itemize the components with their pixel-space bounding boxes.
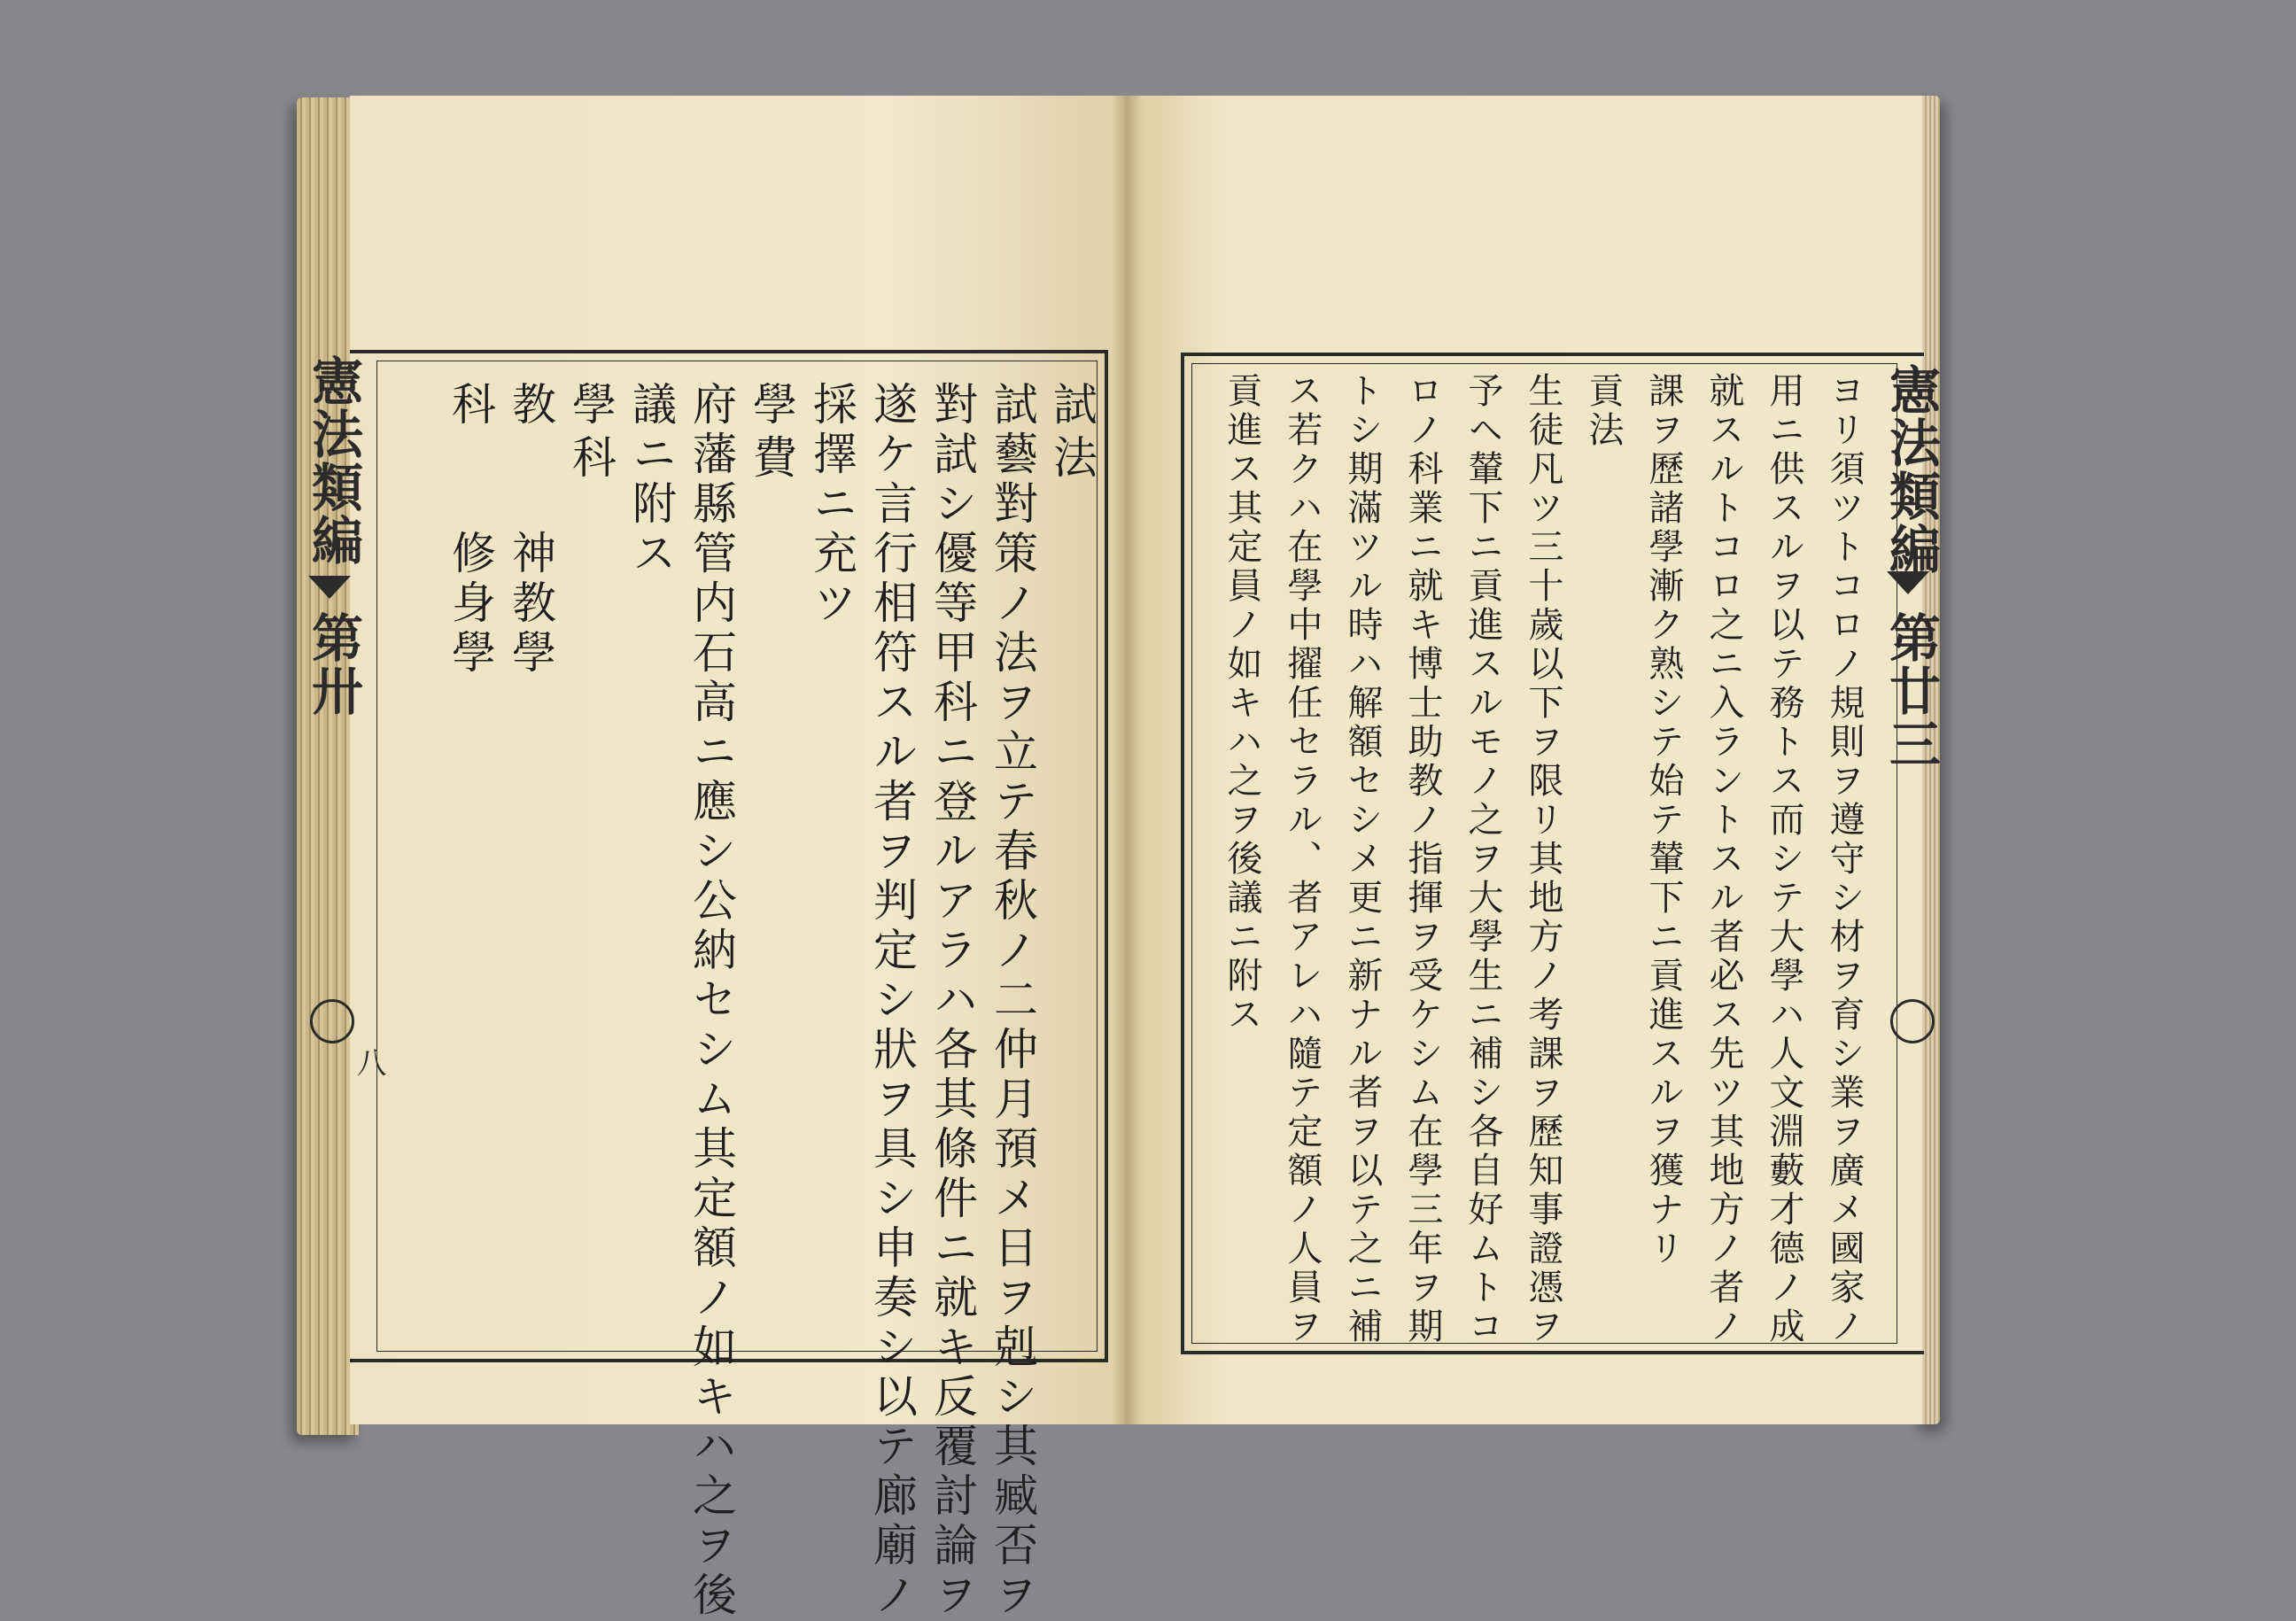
left-col-1: 試法	[1046, 381, 1098, 487]
right-col-7: 予ヘ輦下ニ貢進スルモノ之ヲ大學生ニ補シ各自好ムトコ	[1462, 372, 1503, 1346]
right-col-2: 用ニ供スルヲ以テ務トス而シテ大學ハ人文淵藪才德ノ成	[1764, 372, 1804, 1346]
left-spine-volume: 第卅	[303, 611, 363, 717]
left-col-11: 科 修身學	[445, 381, 496, 679]
right-col-11: 貢進ス其定員ノ如キハ之ヲ後議ニ附ス	[1222, 372, 1262, 1035]
right-spine-circle-mark	[1890, 999, 1935, 1043]
left-fishtail-mark	[308, 576, 351, 599]
left-col-7: 府藩縣管内石高ニ應シ公納セシム其定額ノ如キハ之ヲ後	[686, 381, 737, 1621]
left-spine-circle-mark	[310, 999, 354, 1043]
right-col-3: 就スルトコロ之ニ入ラントスル者必ス先ツ其地方ノ者ノ	[1703, 372, 1744, 1346]
right-fishtail-mark	[1887, 571, 1929, 594]
right-col-6: 生徒凡ツ三十歲以下ヲ限リ其地方ノ考課ヲ歷知事證憑ヲ	[1523, 372, 1563, 1346]
left-col-3: 對試シ優等甲科ニ登ルアラハ各其條件ニ就キ反覆討論ヲ	[927, 381, 978, 1621]
right-spine-volume: 第廿三	[1881, 611, 1941, 771]
right-col-8: ロノ科業ニ就キ博士助教ノ指揮ヲ受ケシム在學三年ヲ期	[1402, 372, 1443, 1346]
left-spine-title: 憲法類編	[303, 354, 363, 567]
right-spine-title: 憲法類編	[1881, 363, 1941, 576]
left-col-6: 學費	[746, 381, 797, 487]
right-col-4: 課ヲ歷諸學漸ク熟シテ始テ輦下ニ貢進スルヲ獲ナリ	[1643, 372, 1684, 1268]
left-col-2: 試藝對策ノ法ヲ立テ春秋ノ二仲月預メ日ヲ剋シ其臧否ヲ	[987, 381, 1038, 1621]
left-col-5: 採擇ニ充ツ	[806, 381, 857, 629]
book-gutter	[1112, 96, 1142, 1424]
left-col-8: 議ニ附ス	[625, 381, 677, 579]
right-col-5: 貢法	[1583, 372, 1624, 450]
left-col-4: 遂ケ言行相符スル者ヲ判定シ狀ヲ具シ申奏シ以テ廊廟ノ	[866, 381, 918, 1621]
right-col-10: ス若クハ在學中擢任セラル、者アレハ隨テ定額ノ人員ヲ	[1282, 372, 1323, 1346]
right-col-1: ヨリ須ツトコロノ規則ヲ遵守シ材ヲ育シ業ヲ廣メ國家ノ	[1824, 372, 1865, 1346]
right-col-9: トシ期滿ツル時ハ解額セシメ更ニ新ナル者ヲ以テ之ニ補	[1342, 372, 1383, 1346]
left-page-number: 八	[351, 1047, 386, 1077]
left-col-10: 教 神教學	[505, 381, 556, 679]
left-col-9: 學科	[565, 381, 617, 487]
